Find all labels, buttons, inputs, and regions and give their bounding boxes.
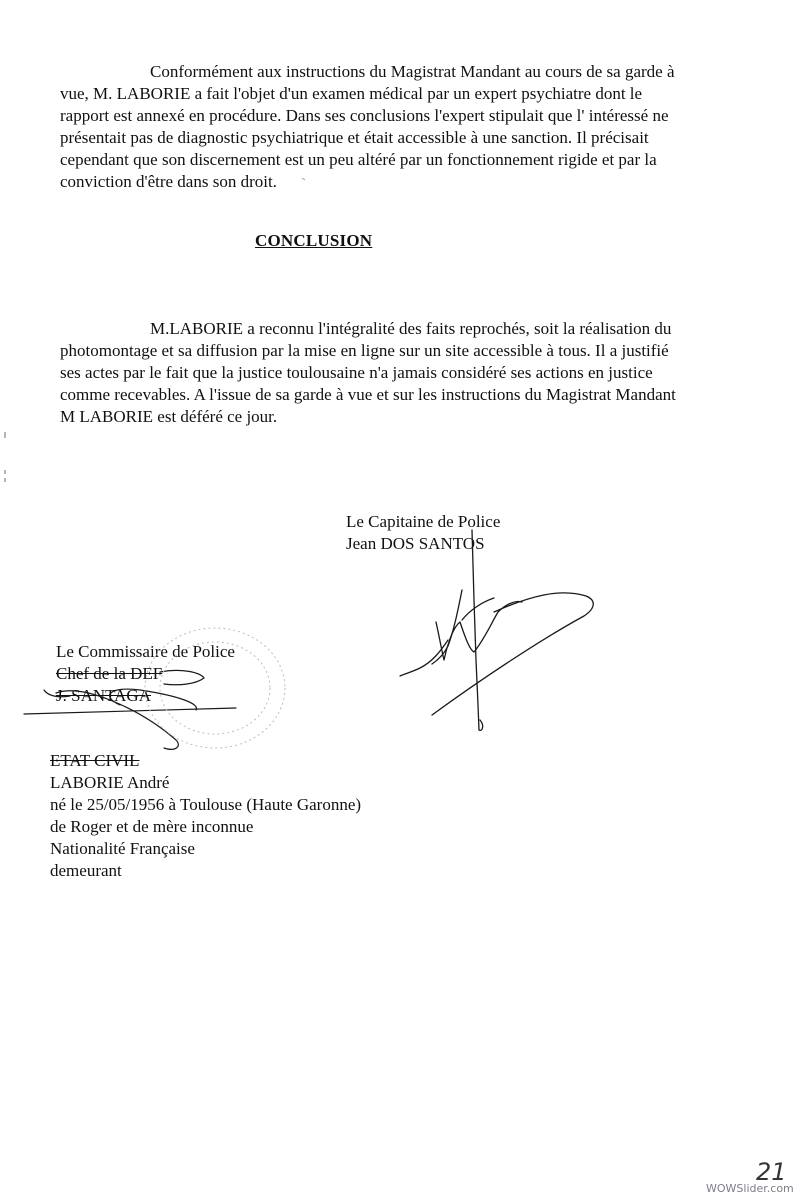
edge-mark — [4, 432, 6, 438]
paragraph-line: cependant que son discernement est un peu altéré par un fonctionnement rigide et par la — [60, 150, 657, 169]
etat-civil-name: LABORIE André — [50, 773, 170, 792]
paragraph-line: comme recevables. A l'issue de sa garde à vue et sur les instructions du Magistrat Mandant — [60, 385, 676, 404]
etat-civil-heading: ETAT CIVIL — [50, 751, 140, 770]
paragraph-line: présentait pas de diagnostic psychiatrique et était accessible à une sanction. Il précisait — [60, 128, 649, 147]
commissaire-signature-block — [56, 641, 235, 707]
paragraph-line: rapport est annexé en procédure. Dans ses conclusions l'expert stipulait que l' intéressé ne — [60, 106, 669, 125]
capitaine-signature — [400, 530, 593, 730]
etat-civil-nationality: Nationalité Française — [50, 839, 195, 858]
commissaire-name: J. SANTAGA — [56, 686, 151, 705]
redacted-address — [132, 860, 462, 880]
paragraph-line: conviction d'être dans son droit. — [60, 172, 277, 191]
paragraph-line: vue, M. LABORIE a fait l'objet d'un examen médical par un expert psychiatre dont le — [60, 84, 643, 103]
paragraph-conclusion — [60, 318, 740, 428]
paragraph-garde-a-vue — [60, 61, 740, 193]
page-number: 21 — [756, 1158, 787, 1186]
commissaire-title: Le Commissaire de Police — [56, 642, 235, 661]
paragraph-line: M LABORIE est déféré ce jour. — [60, 407, 278, 426]
watermark: WOWSlider.com — [706, 1182, 794, 1195]
paragraph-line: ses actes par le fait que la justice toulousaine n'a jamais considéré ses actions en justice — [60, 363, 653, 382]
paragraph-line: M.LABORIE a reconnu l'intégralité des faits reprochés, soit la réalisation du — [150, 319, 672, 338]
conclusion-heading: CONCLUSION — [255, 231, 373, 250]
commissaire-role: Chef de la DEF — [56, 664, 163, 683]
edge-mark — [4, 478, 6, 482]
paragraph-line: photomontage et sa diffusion par la mise en ligne sur un site accessible à tous. Il a justifié — [60, 341, 669, 360]
etat-civil-birth: né le 25/05/1956 à Toulouse (Haute Garonne) — [50, 795, 362, 814]
edge-mark — [4, 470, 6, 474]
etat-civil-residence: demeurant — [50, 861, 122, 880]
capitaine-name: Jean DOS SANTOS — [346, 534, 485, 553]
paragraph-line: Conformément aux instructions du Magistrat Mandant au cours de sa garde à — [150, 62, 675, 81]
etat-civil-parents: de Roger et de mère inconnue — [50, 817, 254, 836]
capitaine-title: Le Capitaine de Police — [346, 512, 501, 531]
capitaine-signature-block — [346, 511, 500, 555]
